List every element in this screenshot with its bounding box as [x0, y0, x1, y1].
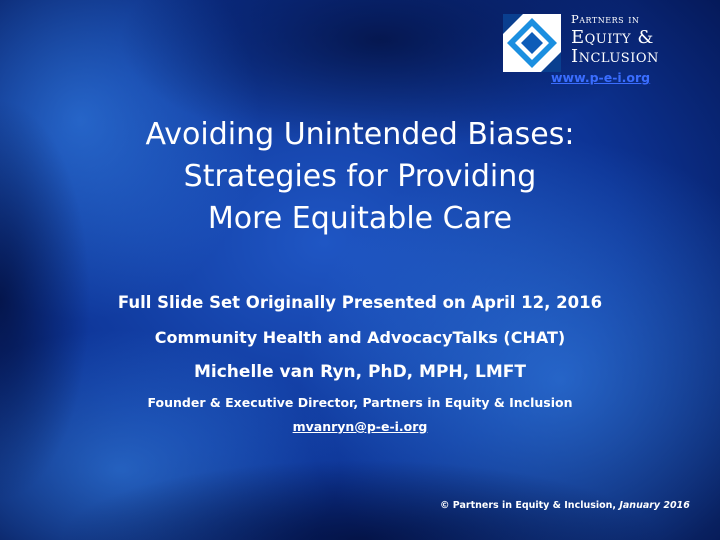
- logo-diamond-icon: [501, 12, 563, 74]
- title-line-1: Avoiding Unintended Biases:: [145, 117, 575, 152]
- slide-title: [40, 114, 680, 240]
- copyright-date: January 2016: [619, 500, 690, 511]
- website-link[interactable]: www.p-e-i.org: [551, 70, 651, 85]
- logo: [501, 12, 706, 74]
- logo-line-1: Partners in: [571, 12, 640, 26]
- presenter-role: Founder & Executive Director, Partners in Equity & Inclusion: [147, 395, 573, 410]
- copyright-text: © Partners in Equity & Inclusion,: [440, 500, 617, 511]
- title-line-3: More Equitable Care: [207, 201, 513, 236]
- presenter-name: Michelle van Ryn, PhD, MPH, LMFT: [193, 362, 526, 382]
- event-name: Community Health and AdvocacyTalks (CHAT): [154, 328, 566, 347]
- presentation-info: Full Slide Set Originally Presented on April 12, 2016: [117, 293, 603, 312]
- logo-line-3: Inclusion: [571, 45, 659, 67]
- copyright-footer: [440, 500, 690, 511]
- logo-line-2: Equity &: [571, 26, 654, 48]
- title-line-2: Strategies for Providing: [183, 159, 537, 194]
- logo-wordmark: [571, 14, 659, 67]
- email-link[interactable]: mvanryn@p-e-i.org: [292, 419, 428, 434]
